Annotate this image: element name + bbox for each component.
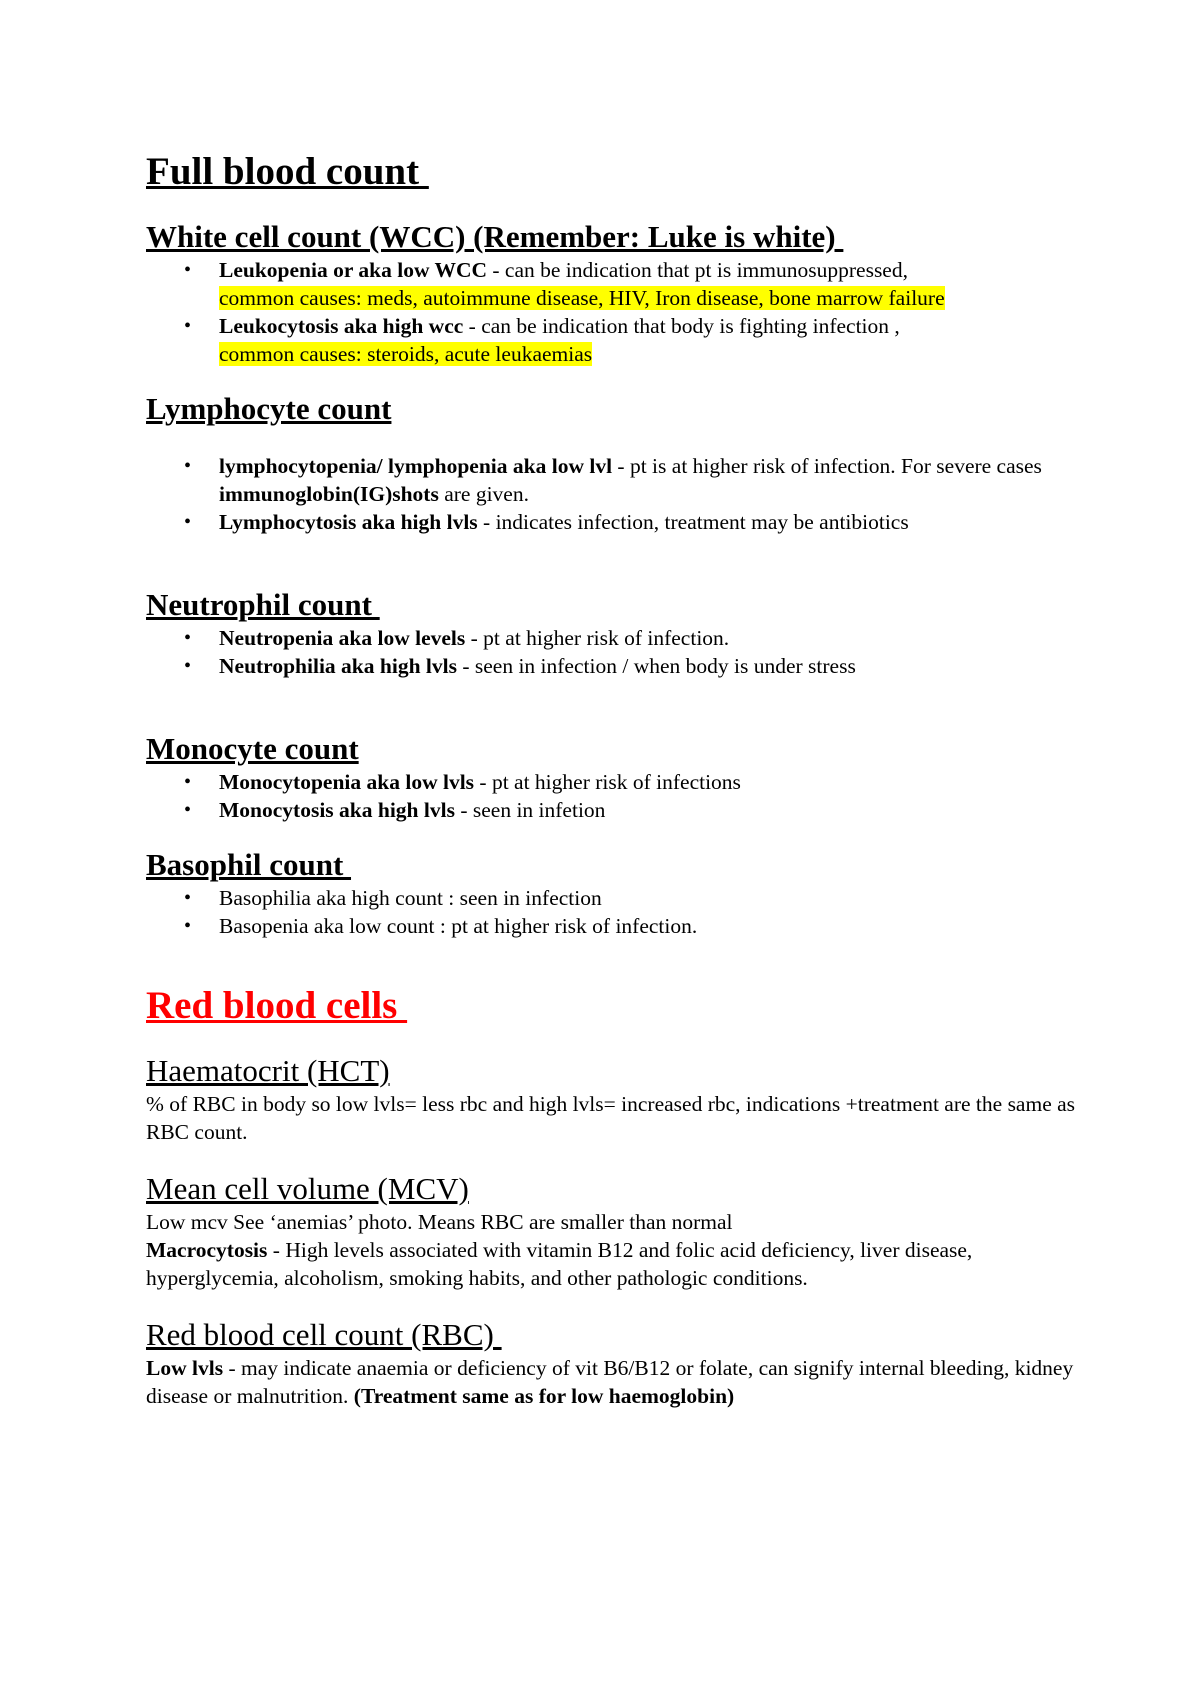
description: - pt at higher risk of infections <box>474 770 741 794</box>
list-item <box>146 768 1076 796</box>
list-item <box>146 652 1076 680</box>
description: are given. <box>438 482 529 506</box>
bullet-icon: • <box>184 511 192 533</box>
description: - indicates infection, treatment may be antibiotics <box>477 510 909 534</box>
bullet-icon: • <box>184 627 192 649</box>
description: - can be indication that body is fighting infection , <box>463 314 900 338</box>
list-item <box>146 796 1076 824</box>
list-item <box>146 508 1076 536</box>
bullet-icon: • <box>184 799 192 821</box>
bullet-icon: • <box>184 887 192 909</box>
wcc-heading: White cell count (WCC) (Remember: Luke is white) <box>146 219 844 254</box>
bullet-icon: • <box>184 315 192 337</box>
description: - pt is at higher risk of infection. For severe cases <box>612 454 1042 478</box>
description: - seen in infetion <box>454 798 606 822</box>
bullet-icon: • <box>184 259 192 281</box>
description: - can be indication that pt is immunosuppressed, <box>487 258 908 282</box>
treatment-note: (Treatment same as for low haemoglobin) <box>353 1384 735 1408</box>
bullet-icon: • <box>184 915 192 937</box>
term: immunoglobin(IG)shots <box>219 482 439 506</box>
mcv-text <box>146 1208 1076 1292</box>
description: Basopenia aka low count : pt at higher risk of infection. <box>219 914 698 938</box>
highlighted-text: common causes: meds, autoimmune disease, HIV, Iron disease, bone marrow failure <box>219 286 945 310</box>
bullet-icon: • <box>184 771 192 793</box>
term: Neutropenia aka low levels <box>219 626 466 650</box>
list-item <box>146 312 1076 368</box>
rbc-count-text <box>146 1354 1076 1410</box>
document-content <box>146 146 1076 1410</box>
hct-heading: Haematocrit (HCT) <box>146 1053 390 1088</box>
description: - may indicate anaemia or deficiency of vit B6/B12 or folate, can signify internal bleeding, kidney disease or malnutrition. <box>146 1356 1074 1408</box>
lymphocyte-heading: Lymphocyte count <box>146 391 392 426</box>
basophil-heading: Basophil count <box>146 847 352 882</box>
description: - seen in infection / when body is under stress <box>456 654 856 678</box>
monocyte-heading: Monocyte count <box>146 731 359 766</box>
list-item <box>146 452 1076 508</box>
hct-text: % of RBC in body so low lvls= less rbc and high lvls= increased rbc, indications +treatment are the same as RBC count. <box>146 1092 1076 1144</box>
rbc-section-title: Red blood cells <box>146 984 408 1027</box>
basophil-list <box>146 884 1076 940</box>
term: Low lvls <box>146 1356 224 1380</box>
term: Monocytopenia aka low lvls <box>219 770 475 794</box>
description: - High levels associated with vitamin B12 and folic acid deficiency, liver disease, hyperglycemia, alcoholism, smoking habits, and other pathologic conditions. <box>146 1238 973 1290</box>
list-item <box>146 884 1076 912</box>
page-title: Full blood count <box>146 150 429 193</box>
term: Neutrophilia aka high lvls <box>219 654 457 678</box>
neutrophil-list <box>146 624 1076 680</box>
bullet-icon: • <box>184 455 192 477</box>
description: Low mcv See ‘anemias’ photo. Means RBC are smaller than normal <box>146 1210 733 1234</box>
term: Leukopenia or aka low WCC <box>219 258 488 282</box>
list-item <box>146 256 1076 312</box>
rbc-count-heading: Red blood cell count (RBC) <box>146 1317 502 1352</box>
bullet-icon: • <box>184 655 192 677</box>
highlighted-text: common causes: steroids, acute leukaemias <box>219 342 593 366</box>
neutrophil-heading: Neutrophil count <box>146 587 380 622</box>
term: lymphocytopenia/ lymphopenia aka low lvl <box>219 454 613 478</box>
mcv-heading: Mean cell volume (MCV) <box>146 1171 469 1206</box>
term: Lymphocytosis aka high lvls <box>219 510 478 534</box>
term: Macrocytosis <box>146 1238 268 1262</box>
description: Basophilia aka high count : seen in infection <box>219 886 602 910</box>
list-item <box>146 624 1076 652</box>
term: Monocytosis aka high lvls <box>219 798 455 822</box>
lymphocyte-list <box>146 452 1076 536</box>
monocyte-list <box>146 768 1076 824</box>
wcc-list <box>146 256 1076 368</box>
list-item <box>146 912 1076 940</box>
term: Leukocytosis aka high wcc <box>219 314 464 338</box>
description: - pt at higher risk of infection. <box>465 626 730 650</box>
